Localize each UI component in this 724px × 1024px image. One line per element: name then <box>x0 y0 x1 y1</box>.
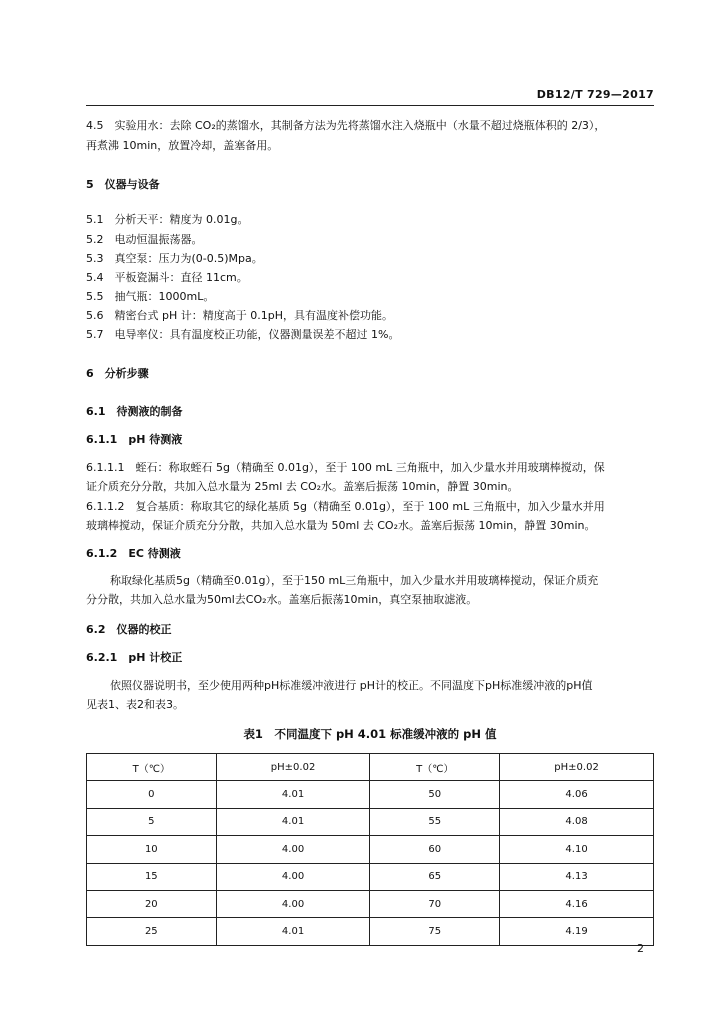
table-cell: 25 <box>87 918 217 945</box>
table-cell: 4.08 <box>500 808 654 835</box>
table-cell: 4.06 <box>500 781 654 808</box>
item-5-7: 5.7 电导率仪：具有温度校正功能，仪器测量误差不超过 1%。 <box>86 328 400 341</box>
header-temp-1: T（℃） <box>87 754 217 781</box>
section-6-1-2-heading: 6.1.2 EC 待测液 <box>86 547 181 560</box>
header-rule <box>86 105 654 106</box>
table-cell: 4.00 <box>216 836 370 863</box>
para-6-1-1-2-line1: 6.1.1.2 复合基质：称取其它的绿化基质 5g（精确至 0.01g），至于 100 mL 三角瓶中，加入少量水并用 <box>86 500 605 513</box>
section-6-2-1-heading: 6.2.1 pH 计校正 <box>86 651 183 664</box>
para-6-1-1-1-line1: 6.1.1.1 蛭石：称取蛭石 5g（精确至 0.01g），至于 100 mL 三角瓶中，加入少量水并用玻璃棒搅动，保 <box>86 461 605 474</box>
table-cell: 55 <box>370 808 500 835</box>
table-cell: 75 <box>370 918 500 945</box>
table-cell: 65 <box>370 863 500 890</box>
section-6-2-heading: 6.2 仪器的校正 <box>86 623 172 636</box>
item-5-6: 5.6 精密台式 pH 计：精度高于 0.1pH，具有温度补偿功能。 <box>86 309 393 322</box>
table-row <box>87 836 654 863</box>
para-6-1-1-2-line2: 玻璃棒搅动，保证介质充分分散，共加入总水量为 50ml 去 CO₂水。盖塞后振荡 10min，静置 30min。 <box>86 519 596 532</box>
table-row <box>87 863 654 890</box>
table-cell: 50 <box>370 781 500 808</box>
table-row <box>87 918 654 945</box>
table-cell: 5 <box>87 808 217 835</box>
para-6-2-1-line1: 依照仪器说明书，至少使用两种pH标准缓冲液进行 pH计的校正。不同温度下pH标准缓冲液的pH值 <box>110 679 593 692</box>
table-cell: 70 <box>370 890 500 917</box>
section-5-heading: 5 仪器与设备 <box>86 178 160 191</box>
table-cell: 0 <box>87 781 217 808</box>
table-cell: 4.00 <box>216 890 370 917</box>
header-ph-1: pH±0.02 <box>216 754 370 781</box>
section-6-1-heading: 6.1 待测液的制备 <box>86 405 183 418</box>
para-4-5-line1: 4.5 实验用水：去除 CO₂的蒸馏水，其制备方法为先将蒸馏水注入烧瓶中（水量不超过烧瓶体积的 2/3）， <box>86 119 606 132</box>
table-cell: 10 <box>87 836 217 863</box>
page-number: 2 <box>637 942 644 955</box>
table-cell: 4.01 <box>216 781 370 808</box>
table-row <box>87 808 654 835</box>
header-temp-2: T（℃） <box>370 754 500 781</box>
para-6-1-2-line1: 称取绿化基质5g（精确至0.01g），至于150 mL三角瓶中，加入少量水并用玻璃棒搅动，保证介质充 <box>110 574 599 587</box>
table-cell: 4.19 <box>500 918 654 945</box>
table-cell: 4.10 <box>500 836 654 863</box>
table-cell: 4.01 <box>216 808 370 835</box>
item-5-5: 5.5 抽气瓶：1000mL。 <box>86 290 215 303</box>
header-ph-2: pH±0.02 <box>500 754 654 781</box>
item-5-2: 5.2 电动恒温振荡器。 <box>86 233 203 246</box>
item-5-4: 5.4 平板瓷漏斗：直径 11cm。 <box>86 271 248 284</box>
table-cell: 20 <box>87 890 217 917</box>
table-cell: 15 <box>87 863 217 890</box>
para-4-5-line2: 再煮沸 10min，放置冷却，盖塞备用。 <box>86 139 279 152</box>
table-cell: 4.01 <box>216 918 370 945</box>
table-cell: 4.16 <box>500 890 654 917</box>
table-row <box>87 890 654 917</box>
table-cell: 4.13 <box>500 863 654 890</box>
item-5-3: 5.3 真空泵：压力为(0-0.5)Mpa。 <box>86 252 263 265</box>
standard-code: DB12/T 729—2017 <box>536 88 654 101</box>
section-6-heading: 6 分析步骤 <box>86 367 149 380</box>
table-cell: 60 <box>370 836 500 863</box>
para-6-2-1-line2: 见表1、表2和表3。 <box>86 698 184 711</box>
table-row <box>87 781 654 808</box>
table-1-title: 表1 不同温度下 pH 4.01 标准缓冲液的 pH 值 <box>243 727 497 741</box>
item-5-1: 5.1 分析天平：精度为 0.01g。 <box>86 213 249 226</box>
ph-buffer-table <box>86 753 654 946</box>
table-header-row <box>87 754 654 781</box>
para-6-1-2-line2: 分分散，共加入总水量为50ml去CO₂水。盖塞后振荡10min，真空泵抽取滤液。 <box>86 593 478 606</box>
section-6-1-1-heading: 6.1.1 pH 待测液 <box>86 433 183 446</box>
para-6-1-1-1-line2: 证介质充分分散，共加入总水量为 25ml 去 CO₂水。盖塞后振荡 10min，静置 30min。 <box>86 480 519 493</box>
table-cell: 4.00 <box>216 863 370 890</box>
